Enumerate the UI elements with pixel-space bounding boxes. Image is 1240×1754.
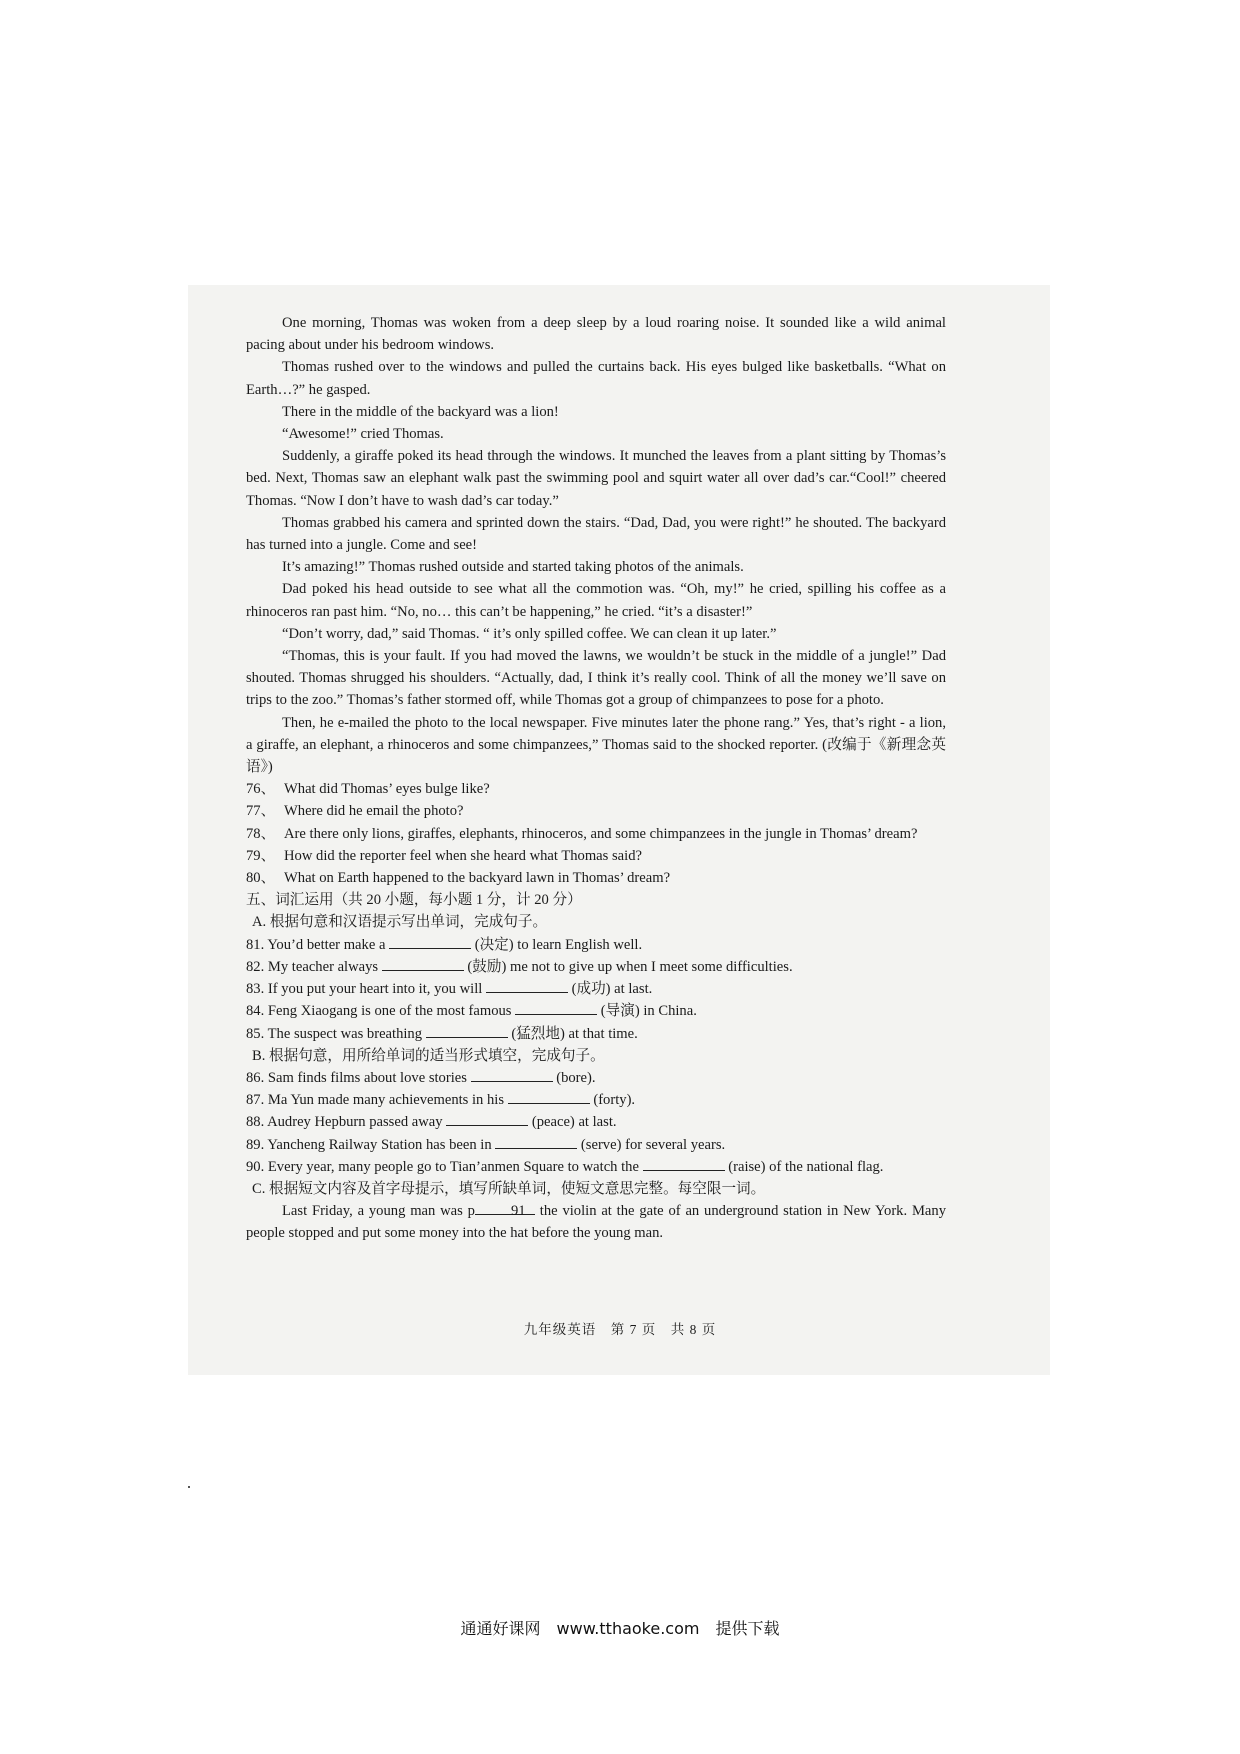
answer-blank[interactable] bbox=[486, 978, 568, 993]
question-text: What did Thomas’ eyes bulge like? bbox=[284, 781, 490, 798]
item-prefix: 88. Audrey Hepburn passed away bbox=[246, 1114, 447, 1131]
item-suffix: (peace) at last. bbox=[528, 1114, 617, 1131]
passage-paragraph: Thomas grabbed his camera and sprinted down the stairs. “Dad, Dad, you were right!” he shouted. The backyard has turned into a jungle. Come and see! bbox=[246, 514, 946, 554]
passage-paragraph: “Don’t worry, dad,” said Thomas. “ it’s only spilled coffee. We can clean it up later.” bbox=[282, 625, 777, 642]
vocab-item bbox=[246, 1023, 946, 1045]
part-a-instruction: A. 根据句意和汉语提示写出单词，完成句子。 bbox=[252, 914, 548, 931]
item-prefix: 90. Every year, many people go to Tian’anmen Square to watch the bbox=[246, 1158, 643, 1175]
answer-blank[interactable] bbox=[643, 1156, 725, 1171]
question-item bbox=[246, 778, 946, 800]
passage-paragraph: Then, he e-mailed the photo to the local newspaper. Five minutes later the phone rang.” Yes, that’s right - a lion, a giraffe, an elephant, a rhinoceros and some chimpanzees,” Thomas said to the shocked reporter. (改编于《新理念英语》) bbox=[246, 714, 946, 776]
question-text: Where did he email the photo? bbox=[284, 803, 464, 820]
item-prefix: 84. Feng Xiaogang is one of the most famous bbox=[246, 1003, 516, 1020]
item-suffix: (serve) for several years. bbox=[577, 1136, 726, 1153]
item-suffix: (bore). bbox=[552, 1069, 596, 1086]
vocab-item bbox=[246, 1089, 946, 1111]
answer-blank[interactable] bbox=[508, 1089, 590, 1104]
question-number: 79、 bbox=[246, 847, 276, 864]
section-title: 五、词汇运用（共 20 小题，每小题 1 分，计 20 分） bbox=[246, 892, 582, 909]
scan-speck bbox=[188, 1486, 190, 1488]
question-text: Are there only lions, giraffes, elephants, rhinoceros, and some chimpanzees in the jungle in Thomas’ dream? bbox=[284, 825, 918, 842]
vocab-item bbox=[246, 1067, 946, 1089]
passage-paragraph: Thomas rushed over to the windows and pulled the curtains back. His eyes bulged like basketballs. “What on Earth…?” he gasped. bbox=[246, 359, 946, 398]
answer-blank-91[interactable]: 91 bbox=[475, 1200, 535, 1215]
question-list bbox=[246, 778, 946, 889]
passage-paragraph: “Awesome!” cried Thomas. bbox=[282, 426, 444, 443]
item-prefix: 81. You’d better make a bbox=[246, 936, 390, 953]
item-prefix: 86. Sam finds films about love stories bbox=[246, 1069, 471, 1086]
item-suffix: (猛烈地) at that time. bbox=[507, 1025, 638, 1042]
passage-paragraph: One morning, Thomas was woken from a deep sleep by a loud roaring noise. It sounded like a wild animal pacing about under his bedroom windows. bbox=[246, 315, 946, 354]
item-suffix: (成功) at last. bbox=[567, 981, 653, 998]
answer-blank[interactable] bbox=[471, 1067, 553, 1082]
question-number: 80、 bbox=[246, 870, 276, 887]
item-prefix: 82. My teacher always bbox=[246, 958, 382, 975]
page-footer: 九年级英语 第 7 页 共 8 页 bbox=[523, 1322, 717, 1337]
question-item bbox=[246, 800, 946, 822]
exam-content bbox=[246, 312, 946, 1245]
cloze-passage bbox=[246, 1200, 946, 1244]
answer-blank[interactable] bbox=[389, 934, 471, 949]
question-item bbox=[246, 845, 946, 867]
item-prefix: 85. The suspect was breathing bbox=[246, 1025, 426, 1042]
vocab-item bbox=[246, 1000, 946, 1022]
item-suffix: (决定) to learn English well. bbox=[471, 936, 643, 953]
answer-blank[interactable] bbox=[382, 956, 464, 971]
part-c-instruction: C. 根据短文内容及首字母提示，填写所缺单词，使短文意思完整。每空限一词。 bbox=[252, 1180, 766, 1197]
passage-paragraph: There in the middle of the backyard was a lion! bbox=[282, 403, 559, 420]
item-prefix: 83. If you put your heart into it, you will bbox=[246, 981, 486, 998]
question-item bbox=[246, 867, 946, 889]
passage-paragraph: Suddenly, a giraffe poked its head through the windows. It munched the leaves from a plant sitting by Thomas’s bed. Next, Thomas saw an elephant walk past the swimming pool and squirt water all over dad’s car.“Cool!” cheered Thomas. “Now I don’t have to wash dad’s car today.” bbox=[246, 448, 946, 509]
item-suffix: (鼓励) me not to give up when I meet some difficulties. bbox=[463, 958, 793, 975]
vocab-item bbox=[246, 1134, 946, 1156]
question-text: How did the reporter feel when she heard what Thomas said? bbox=[284, 847, 642, 864]
answer-blank[interactable] bbox=[495, 1134, 577, 1149]
item-suffix: (forty). bbox=[589, 1092, 636, 1109]
question-item bbox=[246, 823, 946, 845]
vocab-item bbox=[246, 956, 946, 978]
passage-paragraph: It’s amazing!” Thomas rushed outside and started taking photos of the animals. bbox=[282, 559, 744, 576]
question-number: 76、 bbox=[246, 781, 276, 798]
part-b-instruction: B. 根据句意，用所给单词的适当形式填空，完成句子。 bbox=[252, 1047, 605, 1064]
question-number: 78、 bbox=[246, 825, 276, 842]
item-suffix: (raise) of the national flag. bbox=[724, 1158, 884, 1175]
passage-paragraph: Dad poked his head outside to see what all the commotion was. “Oh, my!” he cried, spilling his coffee as a rhinoceros ran past him. “No, no… this can’t be happening,” he cried. “it’s a disaster!” bbox=[246, 581, 946, 620]
reading-passage bbox=[246, 312, 946, 778]
download-watermark: 通通好课网 www.tthaoke.com 提供下载 bbox=[460, 1619, 780, 1638]
cloze-suffix: the violin at the gate of an underground station in New York. Many people stopped and put some money into the hat before the young man. bbox=[246, 1203, 946, 1242]
vocab-item bbox=[246, 1156, 946, 1178]
passage-paragraph: “Thomas, this is your fault. If you had moved the lawns, we wouldn’t be stuck in the middle of a jungle!” Dad shouted. Thomas shrugged his shoulders. “Actually, dad, I think it’s really cool. Think of all the money we’ll save on trips to the zoo.” Thomas’s father stormed off, while Thomas got a group of chimpanzees to pose for a photo. bbox=[246, 648, 946, 709]
question-number: 77、 bbox=[246, 803, 276, 820]
item-suffix: (导演) in China. bbox=[597, 1003, 697, 1020]
cloze-prefix: Last Friday, a young man was p bbox=[282, 1203, 475, 1220]
question-text: What on Earth happened to the backyard lawn in Thomas’ dream? bbox=[284, 870, 671, 887]
vocab-item bbox=[246, 1111, 946, 1133]
vocab-item bbox=[246, 978, 946, 1000]
answer-blank[interactable] bbox=[446, 1111, 528, 1126]
answer-blank[interactable] bbox=[515, 1000, 597, 1015]
answer-blank[interactable] bbox=[426, 1023, 508, 1038]
vocab-item bbox=[246, 934, 946, 956]
item-prefix: 87. Ma Yun made many achievements in his bbox=[246, 1092, 508, 1109]
item-prefix: 89. Yancheng Railway Station has been in bbox=[246, 1136, 496, 1153]
